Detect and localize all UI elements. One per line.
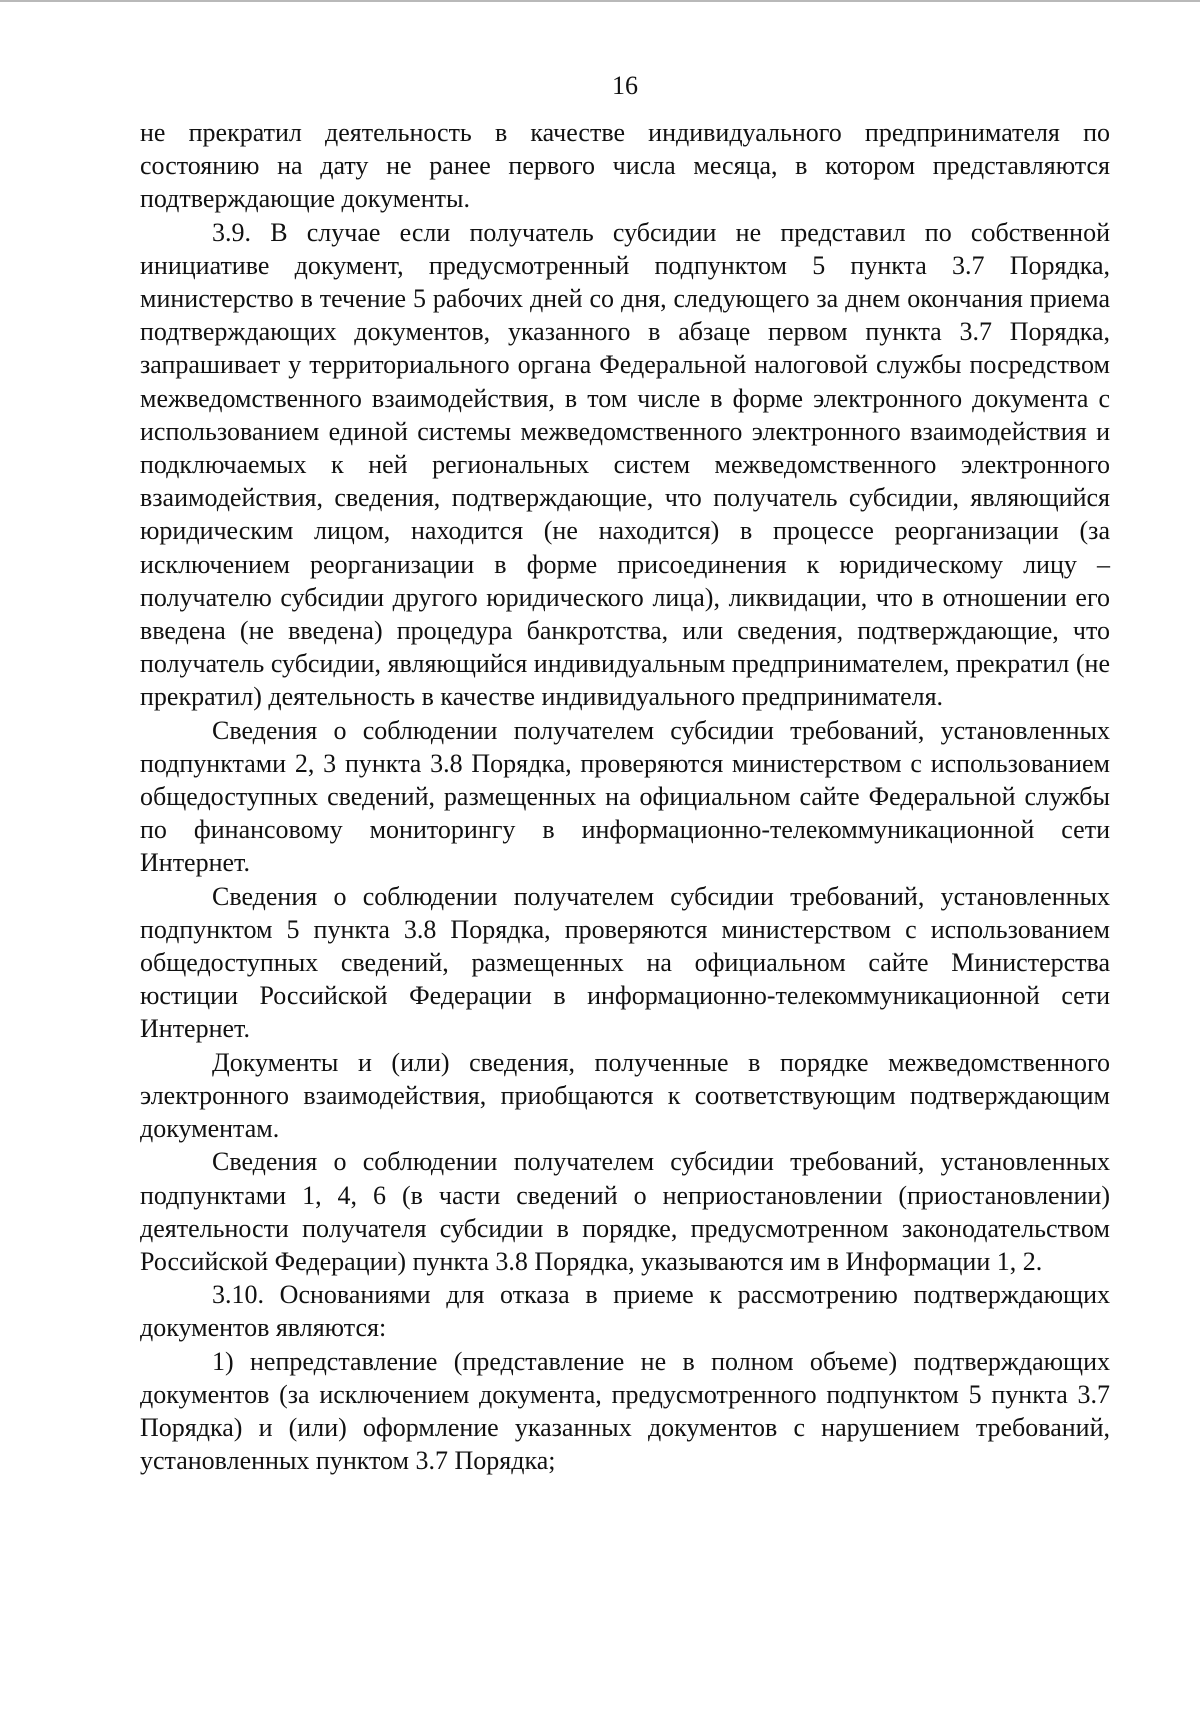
paragraph-continuation: не прекратил деятельность в качестве индивидуального предпринимателя по состоянию на дату не ранее первого числа месяца, в котором представляются подтверждающие документы. — [140, 118, 1110, 214]
paragraph-financial-monitoring: Сведения о соблюдении получателем субсидии требований, установленных подпунктами 2, 3 пункта 3.8 Порядка, проверяются министерством с использованием общедоступных сведений, размещенных на официальном сайте Федеральной службы по финансовому мониторингу в информационно-телекоммуникационной сети Интернет. — [140, 715, 1110, 878]
list-item-1: 1) непредставление (представление не в полном объеме) подтверждающих документов (за исключением документа, предусмотренного подпунктом 5 пункта 3.7 Порядка) и (или) оформление указанных документов с нарушением требований, установленных пунктом 3.7 Порядка; — [140, 1346, 1110, 1476]
paragraph-justice-ministry: Сведения о соблюдении получателем субсидии требований, установленных подпунктом 5 пункта 3.8 Порядка, проверяются министерством с использованием общедоступных сведений, размещенных на официальном сайте Министерства юстиции Российской Федерации в информационно-телекоммуникационной сети Интернет. — [140, 881, 1110, 1044]
paragraph-interagency-documents: Документы и (или) сведения, полученные в порядке межведомственного электронного взаимодействия, приобщаются к соответствующим подтверждающим документам. — [140, 1047, 1110, 1144]
scan-top-edge — [0, 0, 1200, 2]
paragraph-clause-3-10: 3.10. Основаниями для отказа в приеме к рассмотрению подтверждающих документов являются: — [140, 1280, 1110, 1343]
paragraph-information-1-2: Сведения о соблюдении получателем субсидии требований, установленных подпунктами 1, 4, 6 (в части сведений о неприостановлении (приостановлении) деятельности получателя субсидии в порядке, предусмотренном законодательством Российской Федерации) пункта 3.8 Порядка, указываются им в Информации 1, 2. — [140, 1147, 1110, 1276]
page-number: 16 — [612, 71, 638, 100]
paragraph-clause-3-9: 3.9. В случае если получатель субсидии не представил по собственной инициативе документ, предусмотренный подпунктом 5 пункта 3.7 Порядка, министерство в течение 5 рабочих дней со дня, следующего за днем окончания приема подтверждающих документов, указанного в абзаце первом пункта 3.7 Порядка, запрашивает у территориального органа Федеральной налоговой службы посредством межведомственного взаимодействия, в том числе в форме электронного документа с использованием единой системы межведомственного электронного взаимодействия и подключаемых к ней региональных систем межведомственного электронного взаимодействия, сведения, подтверждающие, что получатель субсидии, являющийся юридическим лицом, находится (не находится) в процессе реорганизации (за исключением реорганизации в форме присоединения к юридическому лицу – получателю субсидии другого юридического лица), ликвидации, что в отношении его введена (не введена) процедура банкротства, или сведения, подтверждающие, что получатель субсидии, являющийся индивидуальным предпринимателем, прекратил (не прекратил) деятельность в качестве индивидуального предпринимателя. — [140, 217, 1110, 712]
document-page — [140, 64, 1110, 1477]
